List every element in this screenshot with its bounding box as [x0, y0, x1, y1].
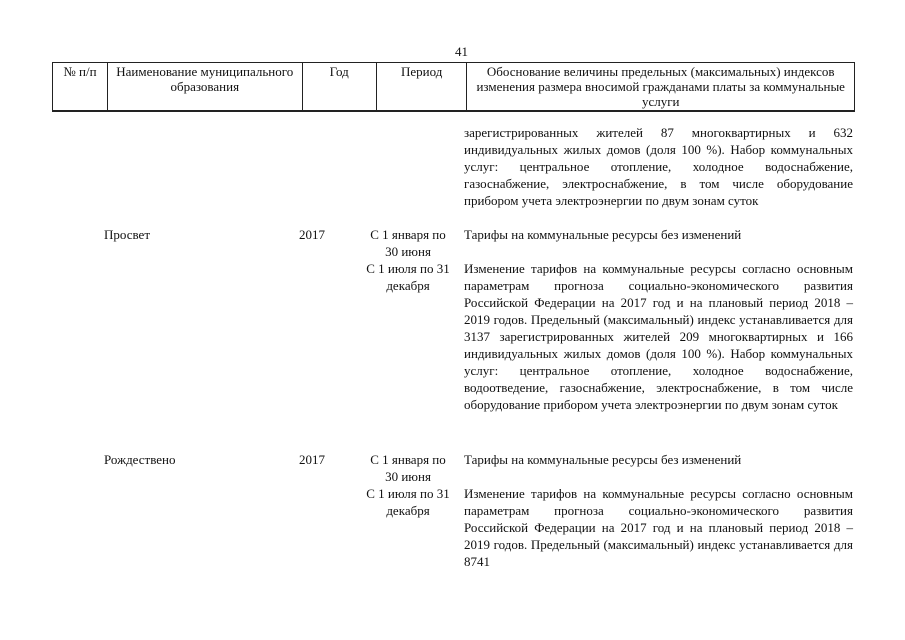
page-number: 41 [455, 44, 468, 59]
row-municipality-name: Рождествено [104, 452, 176, 467]
header-col-year: Год [302, 63, 376, 112]
row-justification-second-half: Изменение тарифов на коммунальные ресурсы согласно основным параметрам прогноза социально-экономического развития Российской Федерации на 2017 год и на плановый период 2018 – 2019 годов. Предельный (максимальный) индекс устанавливается для 8741 [464, 486, 853, 569]
header-col-period: Период [376, 63, 467, 112]
row-year: 2017 [299, 227, 325, 242]
row-justification-second-half: Изменение тарифов на коммунальные ресурсы согласно основным параметрам прогноза социально-экономического развития Российской Федерации на 2017 год и на плановый период 2018 – 2019 годов. Предельный (максимальный) индекс устанавливается для 3137 зарегистрированных жителей 209 многоквартирных и 166 индивидуальных жилых домов (доля 100 %). Набор коммунальных услуг: центральное отопление, холодное водоснабжение, водоотведение, газоснабжение, электроснабжение, в том числе оборудование прибором учета электроэнергии по двум зонам суток [464, 261, 853, 412]
row-period-second-half: С 1 июля по 31 декабря [366, 261, 450, 293]
row-period-second-half: С 1 июля по 31 декабря [366, 486, 450, 518]
row-period-first-half: С 1 января по 30 июня [370, 227, 446, 259]
continuation-text: зарегистрированных жителей 87 многоквартирных и 632 индивидуальных жилых домов (доля 100 %). Набор коммунальных услуг: центральное отопление, холодное водоснабжение, газоснабжение, электроснабжение, в том числе оборудование прибором учета электроэнергии по двум зонам суток [464, 125, 853, 208]
row-municipality-name: Просвет [104, 227, 150, 242]
row-year: 2017 [299, 452, 325, 467]
row-period-first-half: С 1 января по 30 июня [370, 452, 446, 484]
header-col-number: № п/п [53, 63, 108, 112]
row-justification-first-half: Тарифы на коммунальные ресурсы без изменений [464, 452, 742, 467]
header-col-municipality: Наименование муниципального образования [107, 63, 302, 112]
header-col-justification: Обоснование величины предельных (максимальных) индексов изменения размера вносимой гражданами платы за коммунальные услуги [467, 63, 855, 112]
row-justification-first-half: Тарифы на коммунальные ресурсы без изменений [464, 227, 742, 242]
table-header [52, 62, 855, 112]
